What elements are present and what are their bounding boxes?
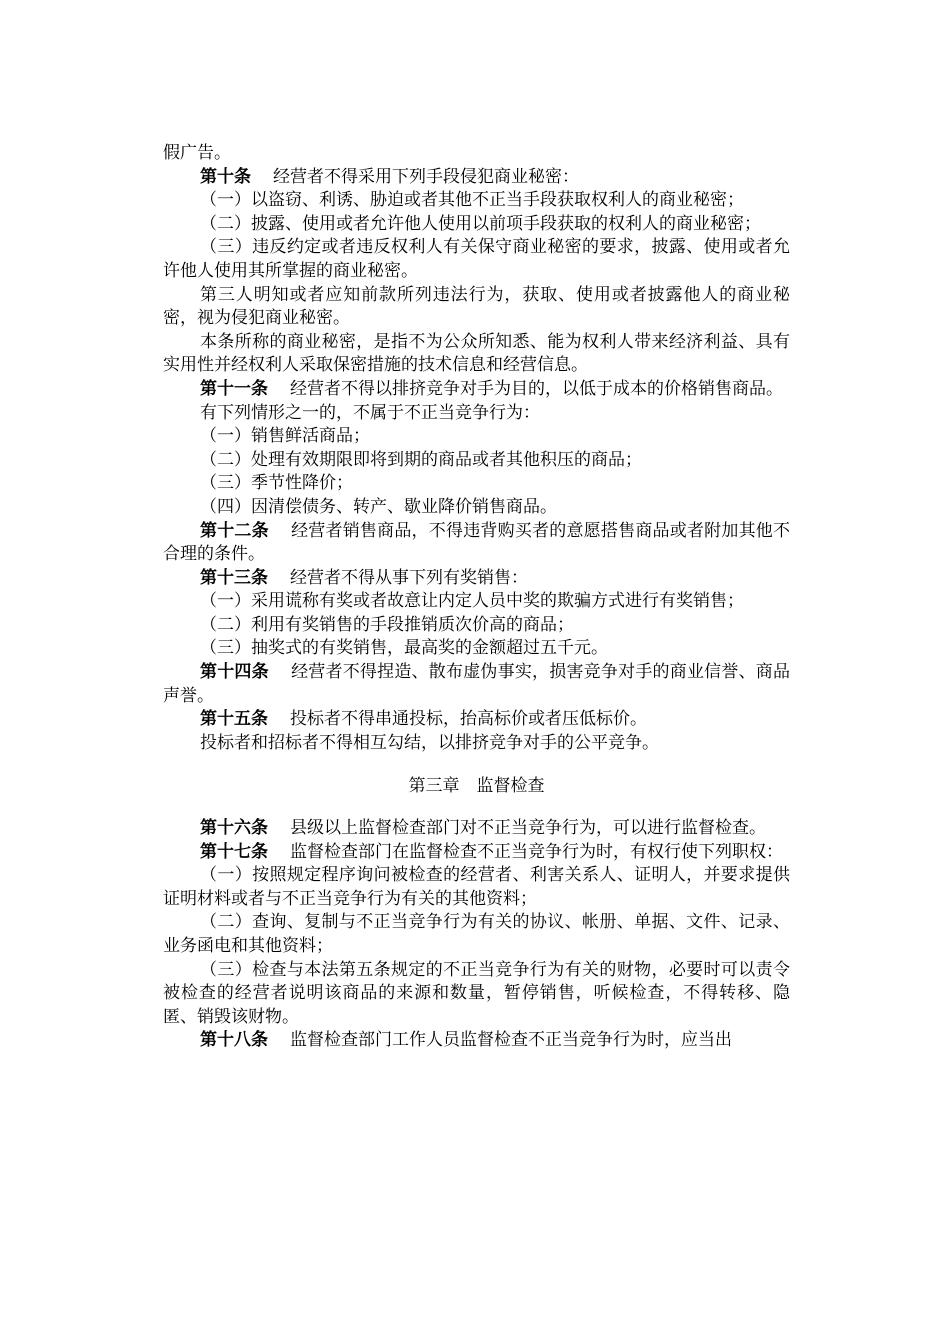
- article-number: 第十二条: [200, 520, 269, 541]
- paragraph: [163, 331, 790, 378]
- document-body: [163, 142, 790, 1053]
- article-number: 第十八条: [200, 1030, 268, 1051]
- paragraph: [163, 864, 790, 911]
- chapter-heading: 第三章 监督检查: [408, 776, 545, 797]
- paragraph-text: 有下列情形之一的，不属于不正当竞争行为：: [200, 402, 540, 423]
- article-paragraph: [163, 567, 790, 591]
- paragraph: [163, 402, 790, 426]
- paragraph: [163, 189, 790, 213]
- paragraph-text: 本条所称的商业秘密，是指不为公众所知悉、能为权利人带来经济利益、具有实用性并经权利人采取保密措施的技术信息和经营信息。: [163, 331, 790, 376]
- paragraph: [163, 911, 790, 958]
- paragraph-text: （二）处理有效期限即将到期的商品或者其他积压的商品；: [200, 449, 642, 470]
- paragraph-text: 经营者销售商品，不得违背购买者的意愿搭售商品或者附加其他不合理的条件。: [163, 520, 791, 565]
- paragraph: [163, 959, 790, 1030]
- paragraph: [163, 213, 790, 237]
- article-number: 第十三条: [200, 567, 268, 588]
- article-paragraph: [163, 166, 790, 190]
- paragraph-text: （三）抽奖式的有奖销售，最高奖的金额超过五千元。: [200, 638, 608, 659]
- article-paragraph: [163, 1029, 790, 1053]
- paragraph-text: 经营者不得捏造、散布虚伪事实，损害竞争对手的商业信誉、商品声誉。: [163, 662, 791, 706]
- paragraph: [163, 284, 790, 331]
- paragraph: [163, 590, 790, 614]
- paragraph-text: （一）按照规定程序询问被检查的经营者、利害关系人、证明人，并要求提供证明材料或者与不正当竞争行为有关的其他资料；: [163, 865, 790, 909]
- paragraph-text: 监督检查部门工作人员监督检查不正当竞争行为时，应当出: [290, 1030, 732, 1051]
- paragraph: [163, 732, 790, 756]
- paragraph-text: 投标者不得串通投标，抬高标价或者压低标价。: [290, 709, 647, 730]
- article-paragraph: [163, 661, 790, 708]
- paragraph: [163, 236, 790, 283]
- paragraph-text: （一）以盗窃、利诱、胁迫或者其他不正当手段获取权利人的商业秘密；: [200, 190, 744, 211]
- paragraph: [163, 142, 790, 166]
- article-paragraph: [163, 520, 790, 567]
- paragraph-text: 县级以上监督检查部门对不正当竞争行为，可以进行监督检查。: [290, 818, 766, 839]
- paragraph-text: （二）披露、使用或者允许他人使用以前项手段获取的权利人的商业秘密；: [200, 213, 761, 234]
- paragraph-text: （三）检查与本法第五条规定的不正当竞争行为有关的财物，必要时可以责令被检查的经营者说明该商品的来源和数量，暂停销售，听候检查，不得转移、隐匿、销毁该财物。: [163, 959, 790, 1027]
- paragraph-text: （三）违反约定或者违反权利人有关保守商业秘密的要求，披露、使用或者允许他人使用其所掌握的商业秘密。: [163, 237, 790, 281]
- article-number: 第十条: [200, 166, 251, 187]
- paragraph-text: （二）利用有奖销售的手段推销质次价高的商品；: [200, 614, 574, 635]
- paragraph-block-articles-16-18: [163, 817, 790, 1053]
- paragraph-text: （二）查询、复制与不正当竞争行为有关的协议、帐册、单据、文件、记录、业务函电和其他资料；: [163, 912, 790, 956]
- article-paragraph: [163, 378, 790, 402]
- article-number: 第十六条: [200, 818, 268, 839]
- article-number: 第十五条: [200, 709, 268, 730]
- article-paragraph: [163, 817, 790, 841]
- paragraph-text: 监督检查部门在监督检查不正当竞争行为时，有权行使下列职权：: [290, 841, 783, 862]
- paragraph-text: 投标者和招标者不得相互勾结，以排挤竞争对手的公平竞争。: [200, 732, 659, 753]
- paragraph-text: 经营者不得从事下列有奖销售：: [290, 567, 528, 588]
- article-paragraph: [163, 841, 790, 865]
- paragraph: [163, 614, 790, 638]
- article-number: 第十七条: [200, 841, 268, 862]
- paragraph-text: 第三人明知或者应知前款所列违法行为，获取、使用或者披露他人的商业秘密，视为侵犯商业秘密。: [163, 284, 790, 329]
- article-number: 第十一条: [200, 378, 268, 399]
- paragraph-text: （一）销售鲜活商品；: [200, 426, 370, 447]
- paragraph: [163, 637, 790, 661]
- paragraph: [163, 472, 790, 496]
- article-paragraph: [163, 708, 790, 732]
- paragraph-text: 假广告。: [163, 143, 231, 163]
- paragraph-text: 经营者不得采用下列手段侵犯商业秘密：: [273, 166, 579, 187]
- paragraph-text: （四）因清偿债务、转产、歇业降价销售商品。: [200, 496, 557, 517]
- paragraph-text: （一）采用谎称有奖或者故意让内定人员中奖的欺骗方式进行有奖销售；: [200, 591, 744, 612]
- paragraph: [163, 496, 790, 520]
- article-number: 第十四条: [200, 662, 269, 683]
- paragraph-text: 经营者不得以排挤竞争对手为目的，以低于成本的价格销售商品。: [290, 378, 783, 399]
- paragraph-text: （三）季节性降价；: [200, 473, 353, 494]
- paragraph: [163, 425, 790, 449]
- paragraph: [163, 449, 790, 473]
- paragraph-block-articles-10-15: [163, 142, 790, 755]
